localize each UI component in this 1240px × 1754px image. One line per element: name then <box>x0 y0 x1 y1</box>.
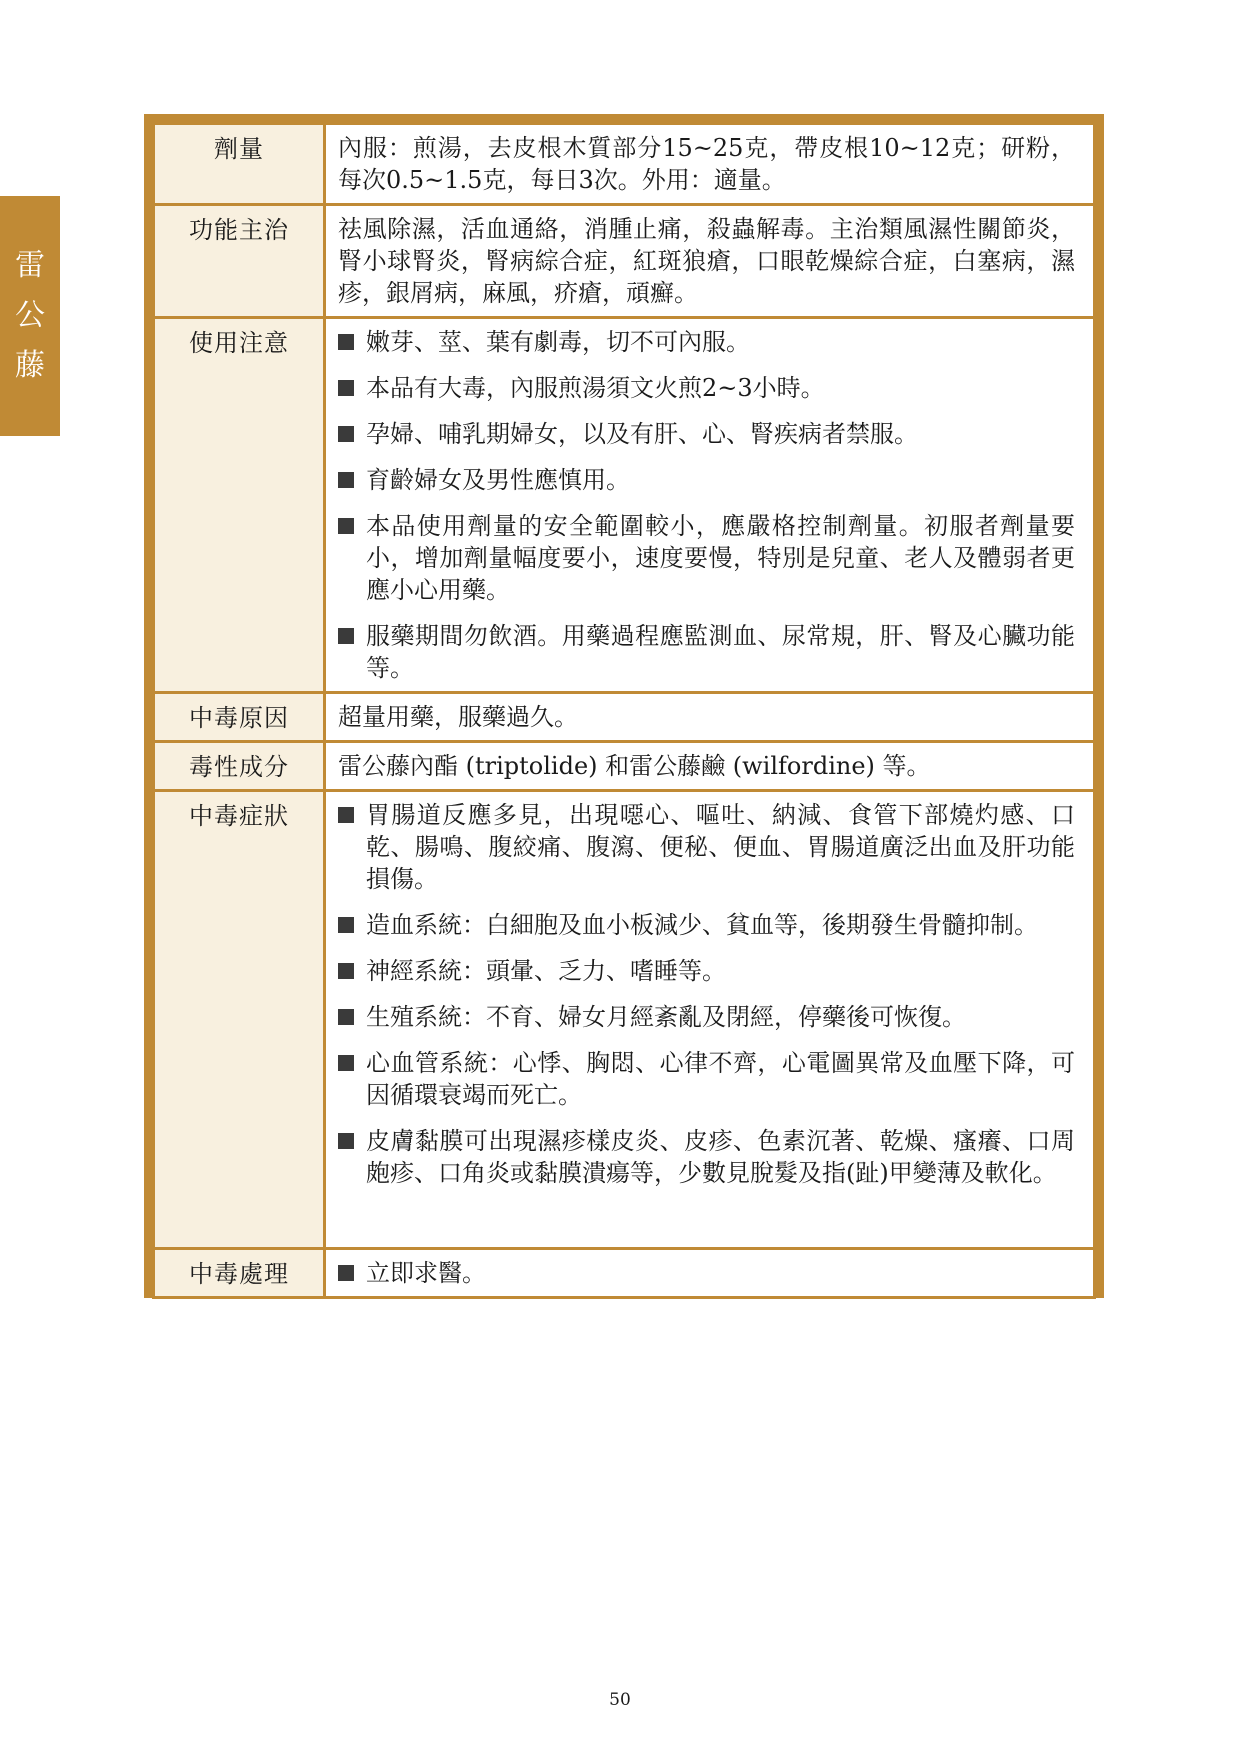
bullet-square-icon <box>338 1133 354 1149</box>
list-item <box>338 1257 1075 1289</box>
list-item-text: 胃腸道反應多見，出現噁心、嘔吐、納減、食管下部燒灼感、口乾、腸鳴、腹絞痛、腹瀉、便秘、便血、胃腸道廣泛出血及肝功能損傷。 <box>366 801 1075 893</box>
row-bullets <box>325 1249 1095 1298</box>
row-text: 超量用藥，服藥過久。 <box>325 693 1095 742</box>
bullet-square-icon <box>338 807 354 823</box>
side-tab-char: 雷 <box>15 248 45 283</box>
row-dosage <box>154 124 1095 205</box>
row-precautions <box>154 318 1095 693</box>
bullet-square-icon <box>338 1265 354 1281</box>
list-item-text: 心血管系統：心悸、胸悶、心律不齊，心電圖異常及血壓下降，可因循環衰竭而死亡。 <box>366 1049 1075 1109</box>
info-table <box>152 122 1096 1299</box>
list-item-text: 孕婦、哺乳期婦女，以及有肝、心、腎疾病者禁服。 <box>366 420 918 448</box>
list-item <box>338 464 1075 496</box>
row-label: 劑量 <box>154 124 325 205</box>
bullet-square-icon <box>338 518 354 534</box>
list-item <box>338 372 1075 404</box>
list-item-text: 服藥期間勿飲酒。用藥過程應監測血、尿常規，肝、腎及心臟功能等。 <box>366 622 1075 682</box>
row-poisoning-cause <box>154 693 1095 742</box>
list-item <box>338 510 1075 606</box>
list-item-text: 本品使用劑量的安全範圍較小，應嚴格控制劑量。初服者劑量要小，增加劑量幅度要小，速度要慢，特別是兒童、老人及體弱者更應小心用藥。 <box>366 512 1075 604</box>
list-item <box>338 418 1075 450</box>
list-item-text: 神經系統：頭暈、乏力、嗜睡等。 <box>366 957 726 985</box>
bullet-square-icon <box>338 917 354 933</box>
list-item-text: 嫩芽、莖、葉有劇毒，切不可內服。 <box>366 328 750 356</box>
list-item <box>338 326 1075 358</box>
row-label: 中毒處理 <box>154 1249 325 1298</box>
row-indications <box>154 205 1095 318</box>
bullet-square-icon <box>338 628 354 644</box>
row-toxic-components <box>154 742 1095 791</box>
bullet-square-icon <box>338 1055 354 1071</box>
side-tab-char: 公 <box>15 298 45 333</box>
list-item-text: 造血系統：白細胞及血小板減少、貧血等，後期發生骨髓抑制。 <box>366 911 1038 939</box>
list-item <box>338 1125 1075 1189</box>
list-item <box>338 1001 1075 1033</box>
row-text: 祛風除濕，活血通絡，消腫止痛，殺蟲解毒。主治類風濕性關節炎，腎小球腎炎，腎病綜合症，紅斑狼瘡，口眼乾燥綜合症，白塞病，濕疹，銀屑病，麻風，疥瘡，頑癬。 <box>325 205 1095 318</box>
bullet-square-icon <box>338 472 354 488</box>
list-item <box>338 1047 1075 1111</box>
row-label: 功能主治 <box>154 205 325 318</box>
row-text: 雷公藤內酯 (triptolide) 和雷公藤鹼 (wilfordine) 等。 <box>325 742 1095 791</box>
row-bullets <box>325 318 1095 693</box>
row-label: 毒性成分 <box>154 742 325 791</box>
row-bullets <box>325 791 1095 1249</box>
list-item <box>338 799 1075 895</box>
row-label: 中毒症狀 <box>154 791 325 1249</box>
side-tab-char: 藤 <box>15 348 45 383</box>
list-item-text: 生殖系統：不育、婦女月經紊亂及閉經，停藥後可恢復。 <box>366 1003 966 1031</box>
bullet-square-icon <box>338 426 354 442</box>
list-item <box>338 909 1075 941</box>
side-tab <box>0 196 60 436</box>
list-item-text: 育齡婦女及男性應慎用。 <box>366 466 630 494</box>
list-item-text: 立即求醫。 <box>366 1259 486 1287</box>
list-item <box>338 955 1075 987</box>
list-item-text: 本品有大毒，內服煎湯須文火煎2~3小時。 <box>366 374 825 402</box>
bullet-square-icon <box>338 380 354 396</box>
bullet-square-icon <box>338 1009 354 1025</box>
row-label: 中毒原因 <box>154 693 325 742</box>
page-number: 50 <box>609 1690 631 1710</box>
row-treatment <box>154 1249 1095 1298</box>
bullet-square-icon <box>338 334 354 350</box>
row-symptoms <box>154 791 1095 1249</box>
row-label: 使用注意 <box>154 318 325 693</box>
list-item-text: 皮膚黏膜可出現濕疹樣皮炎、皮疹、色素沉著、乾燥、瘙癢、口周皰疹、口角炎或黏膜潰瘍等，少數見脫髮及指(趾)甲變薄及軟化。 <box>366 1127 1075 1187</box>
list-item <box>338 620 1075 684</box>
bullet-square-icon <box>338 963 354 979</box>
row-text: 內服：煎湯，去皮根木質部分15~25克，帶皮根10~12克；研粉，每次0.5~1.5克，每日3次。外用：適量。 <box>325 124 1095 205</box>
info-table-frame <box>144 114 1104 1298</box>
